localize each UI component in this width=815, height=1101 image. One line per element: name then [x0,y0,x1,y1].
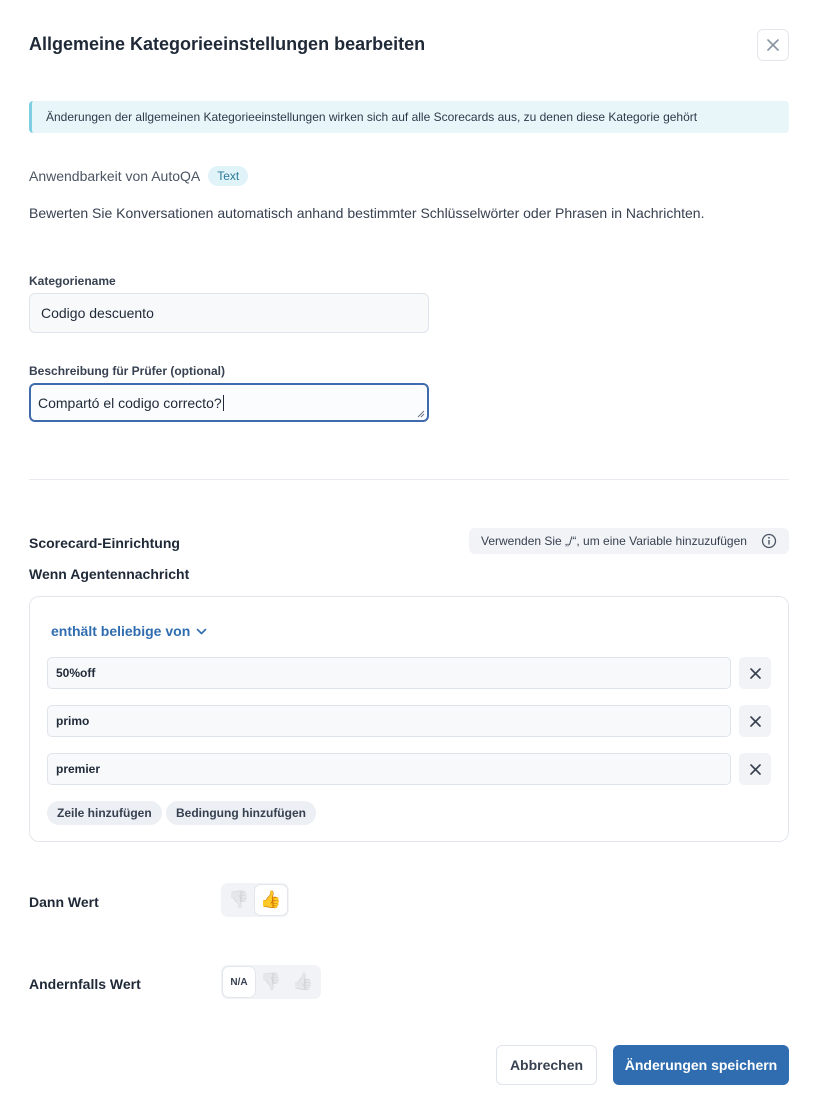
save-changes-button[interactable]: Änderungen speichern [613,1045,789,1085]
category-name-input[interactable] [29,293,429,333]
condition-card [29,596,789,842]
thumbs-up-option[interactable] [287,967,319,997]
cancel-button[interactable]: Abbrechen [496,1045,597,1085]
then-value-label: Dann Wert [29,894,99,910]
autoqa-label: Anwendbarkeit von AutoQA [29,168,201,184]
add-row-button[interactable]: Zeile hinzufügen [47,801,162,825]
thumbs-down-icon: 👎 [260,972,282,991]
dialog-title: Allgemeine Kategorieeinstellungen bearbeiten [29,34,426,54]
else-value-label: Andernfalls Wert [29,976,141,992]
keyword-row [47,657,771,689]
category-name-label: Kategoriename [29,274,116,288]
thumbs-up-icon: 👍 [292,972,314,991]
na-option[interactable]: N/A [223,967,255,997]
keyword-value: premier [56,762,101,776]
resize-handle-icon[interactable] [417,410,425,418]
thumbs-down-option[interactable] [255,967,287,997]
section-divider [29,479,789,480]
info-icon[interactable] [761,533,777,549]
close-icon [750,668,761,679]
thumbs-up-option[interactable] [255,885,287,915]
close-icon [767,39,779,51]
scorecard-setup-title: Scorecard-Einrichtung [29,535,180,551]
keyword-value: 50%off [56,666,96,680]
keyword-input[interactable] [47,753,731,785]
close-button[interactable] [757,29,789,61]
remove-keyword-button[interactable] [739,753,771,785]
autoqa-badge: Text [208,166,248,186]
reviewer-description-value: Compartó el codigo correcto? [38,394,222,411]
reviewer-description-label: Beschreibung für Prüfer (optional) [29,364,226,378]
thumbs-down-icon: 👎 [228,890,250,909]
text-cursor [223,395,224,411]
remove-keyword-button[interactable] [739,705,771,737]
keyword-input[interactable] [47,657,731,689]
then-value-rating [221,883,289,917]
variable-hint [469,528,789,554]
add-condition-button[interactable]: Bedingung hinzufügen [166,801,316,825]
thumbs-up-icon: 👍 [260,890,282,909]
thumbs-down-option[interactable] [223,885,255,915]
close-icon [750,716,761,727]
close-icon [750,764,761,775]
reviewer-description-textarea[interactable] [29,383,429,422]
banner-text: Änderungen der allgemeinen Kategorieeinstellungen wirken sich auf alle Scorecards aus, zu denen diese Kategorie gehört [46,110,698,124]
when-agent-message-label: Wenn Agentennachricht [29,566,190,582]
keyword-row [47,753,771,785]
keyword-input[interactable] [47,705,731,737]
category-name-value: Codigo descuento [41,305,154,321]
else-value-rating [221,965,321,999]
keyword-row [47,705,771,737]
autoqa-description: Bewerten Sie Konversationen automatisch anhand bestimmter Schlüsselwörter oder Phrasen in Nachrichten. [29,205,705,221]
autoqa-applicability [29,166,248,186]
keyword-value: primo [56,714,90,728]
match-mode-label: enthält beliebige von [51,623,191,639]
info-banner [29,101,789,133]
remove-keyword-button[interactable] [739,657,771,689]
match-mode-dropdown[interactable] [51,623,207,639]
chevron-down-icon [196,626,207,637]
variable-hint-text: Verwenden Sie „/“, um eine Variable hinzuzufügen [481,534,747,548]
